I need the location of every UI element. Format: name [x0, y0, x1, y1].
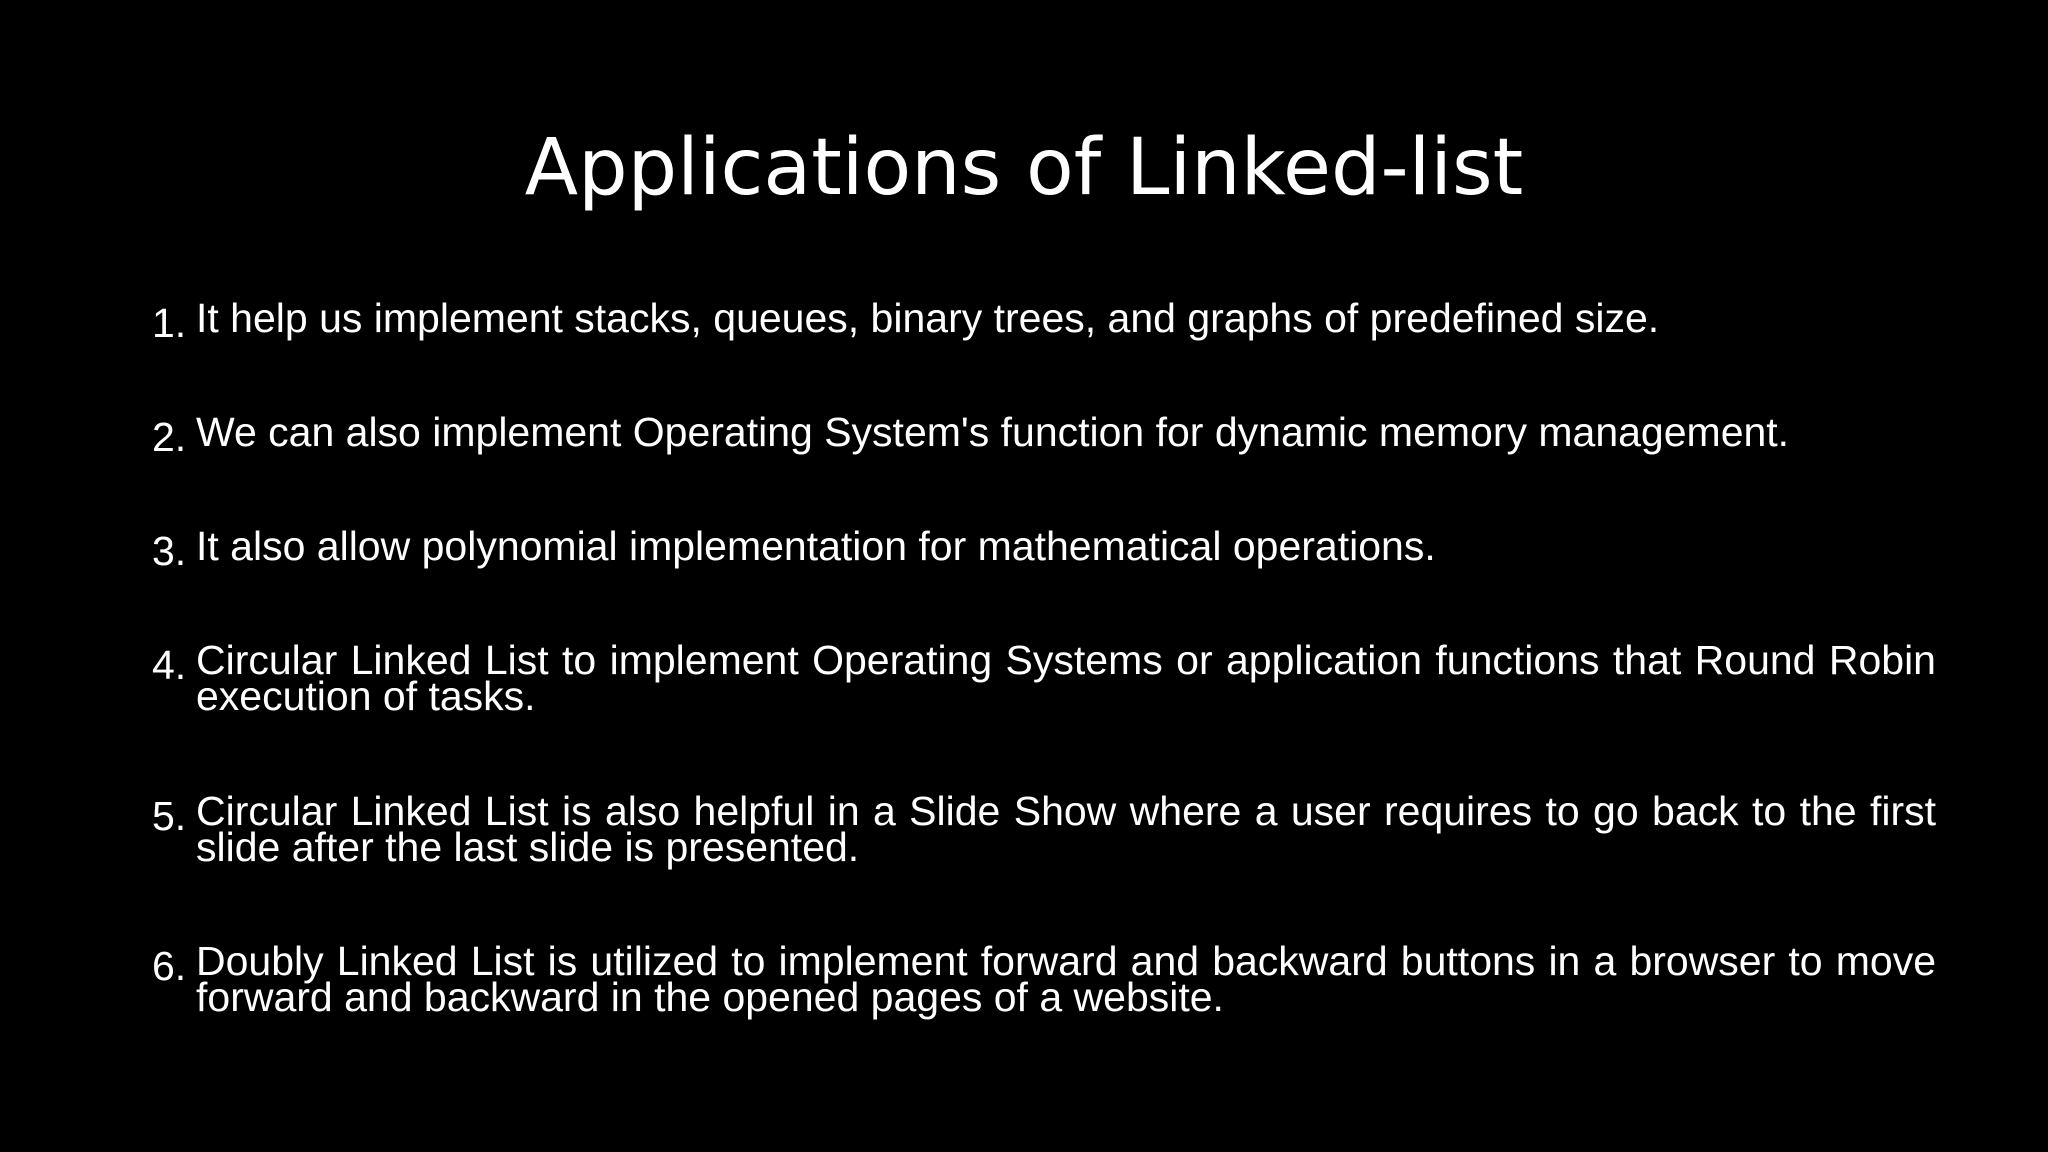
list-item-number: 3.	[152, 528, 187, 574]
list-item	[152, 938, 1936, 1020]
list-item	[152, 637, 1936, 719]
list-item	[152, 523, 1936, 574]
list-item	[152, 788, 1936, 870]
list-item-number: 1.	[152, 300, 187, 346]
list-item-text: Circular Linked List is also helpful in a Slide Show where a user requires to go back to the first slide after the last slide is presented.	[196, 788, 1936, 870]
slide-title: Applications of Linked-list	[524, 123, 1524, 213]
list-item-text: We can also implement Operating System's function for dynamic memory management.	[196, 409, 1790, 455]
list-item-number: 2.	[152, 414, 187, 460]
list-item-number: 6.	[152, 943, 187, 989]
list-item-number: 4.	[152, 642, 187, 688]
list-item-text: Circular Linked List to implement Operating Systems or application functions that Round Robin execution of tasks.	[196, 637, 1936, 719]
list-item	[152, 409, 1936, 460]
list-item-number: 5.	[152, 793, 187, 839]
list-item-text: It also allow polynomial implementation for mathematical operations.	[196, 523, 1436, 569]
list-item	[152, 295, 1936, 346]
list-item-text: It help us implement stacks, queues, binary trees, and graphs of predefined size.	[196, 295, 1660, 341]
list-item-text: Doubly Linked List is utilized to implement forward and backward buttons in a browser to move forward and backward in the opened pages of a website.	[196, 938, 1936, 1020]
